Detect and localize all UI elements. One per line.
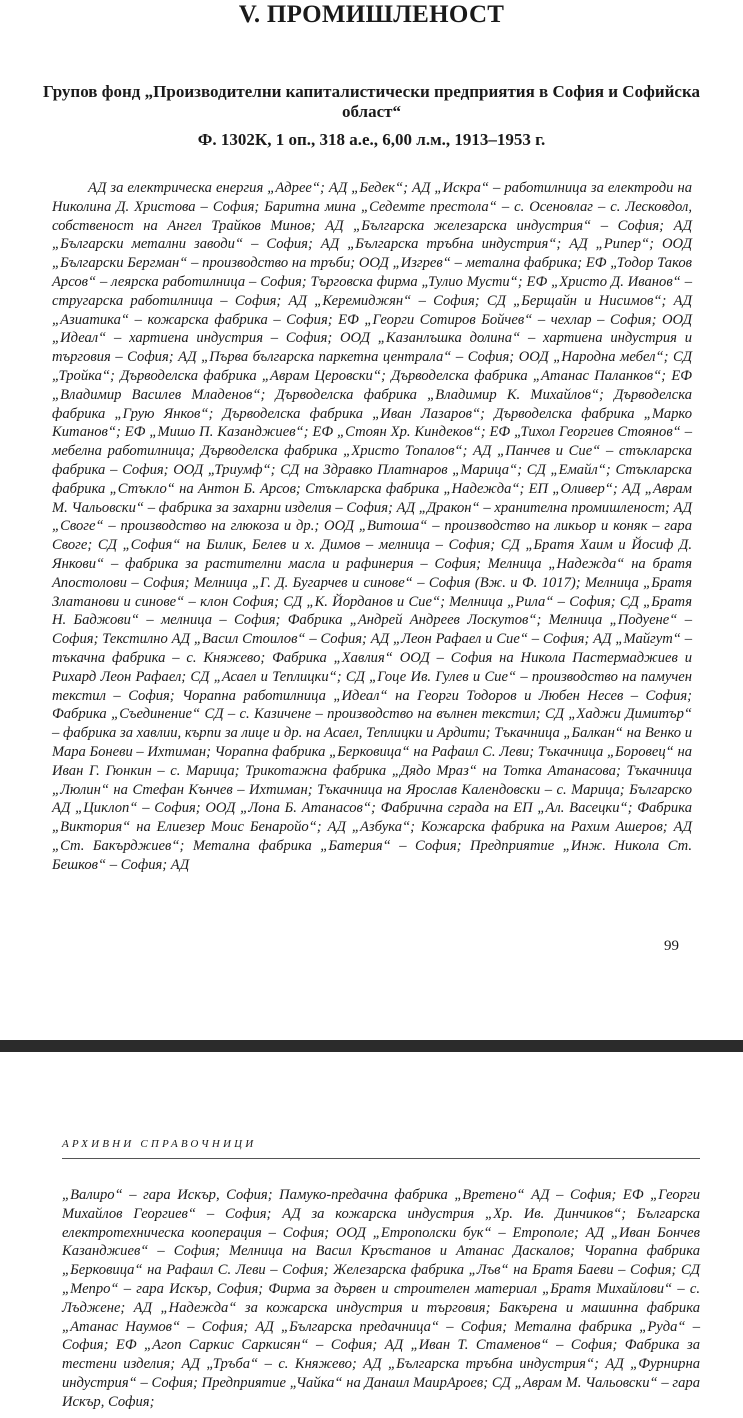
fond-description-continued: „Валиро“ – гара Искър, София; Памуко-предачна фабрика „Вретено“ АД – София; ЕФ „Георги Михайлов Георгиев“ – София; АД за кожарска индустрия „Хр. Ив. Динчиков“; Българска електротехническа кооперация – София; ООД „Етрополски бук“ – Етрополе; АД „Иван Бончев Казанджиев“ – София; Мелница на Васил Кръстанов и Атанас Даскалов; Чорапна фабрика „Берковица“ на Рафаил С. Леви – София; Железарска фабрика „Лъв“ на Братя Баеви – София; СД „Мепро“ – гара Искър, София; Фирма за дървен и строителен материал „Братя Михайлови“ – с. Лъджене; АД „Надежда“ за кожарска индустрия и търговия; Бакърена и машинна фабрика „Атанас Наумов“ – София; АД „Българска предачница“ – София; Метална фабрика „Руда“ – София; ЕФ „Агоп Саркис Саркисян“ – София; АД „Иван Т. Стаменов“ – София; Фабрика за тестени изделия; АД „Тръба“ – с. Княжево; АД „Българска тръбна индустрия“; АД „Фурнирна индустрия“ – София; Предприятие „Чайка“ на Данаил МаирАроев; СД „Аврам М. Чальовски“ – гара Искър, София; bbox=[62, 1187, 700, 1410]
running-head-rule bbox=[62, 1158, 700, 1159]
fond-meta: Ф. 1302К, 1 оп., 318 а.е., 6,00 л.м., 1913–1953 г. bbox=[197, 130, 546, 149]
page-number: 99 bbox=[664, 938, 679, 954]
running-head: АРХИВНИ СПРАВОЧНИЦИ bbox=[62, 1138, 257, 1150]
fond-heading: Групов фонд „Производителни капиталистически предприятия в София и Софийска област“ bbox=[42, 82, 701, 121]
page-divider bbox=[0, 1040, 743, 1052]
section-title: V. ПРОМИШЛЕНОСТ bbox=[238, 1, 505, 28]
fond-description: АД за електрическа енергия „Адрее“; АД „Бедек“; АД „Искра“ – работилница за електроди на Николина Д. Христова – София; Баритна мина „Седемте престола“ – с. Осеновлаг – с. Лесковдол, собственост на Ангел Трайков Минов; АД „Българска железарска индустрия“ – София; АД „Български метални заводи“ – София; АД „Българска тръбна индустрия“; АД „Рипер“; ООД „Български Бергман“ – производство на тръби; ООД „Изгрев“ – метална фабрика; ЕФ „Тодор Таков Арсов“ – леярска работилница – София; Търговска фирма „Тулио Мусти“; ЕФ „Христо Д. Иванов“ – стругарска работилница – София; АД „Керемиджян“ – София; СД „Берщайн и Нисимов“; АД „Азиатика“ – кожарска фабрика – София; ЕФ „Георги Сотиров Бойчев“ – чехлар – София; ООД „Идеал“ – хартиена индустрия – София; ООД „Казанлъшка долина“ – хартиена индустрия и търговия – София; АД „Първа българска паркетна централа“ – София; ООД „Народна мебел“; СД „Тройка“; Дърводелска фабрика „Аврам Церовски“; Дърводелска фабрика „Атанас Паланков“; ЕФ „Владимир Василев Младенов“; Дърводелска фабрика „Владимир К. Михайлов“; Дърводелска фабрика „Грую Янков“; Дърводелска фабрика „Иван Лазаров“; Дърводелска фабрика „Марко Китанов“; ЕФ „Мишо П. Казанджиев“; ЕФ „Стоян Хр. Киндеков“; ЕФ „Тихол Георгиев Стоянов“ – мебелна работилница; Дърводелска фабрика „Христо Топалов“; АД „Панчев и Сие“ – стъкларска фабрика – София; ООД „Триумф“; СД на Здравко Платнаров „Марица“; СД „Емайл“; Стъкларска фабрика „Стъкло“ на Антон Б. Арсов; Стъкларска фабрика „Надежда“; ЕП „Оливер“; АД „Аврам М. Чальовски“ – фабрика за захарни изделия – София; АД „Дракон“ – хранителна промишленост; АД „Своге“ – производство на глюкоза и др.; ООД „Витоша“ – производство на ликьор и коняк – гара Своге; СД „София“ на Билик, Белев и х. Димов – мелница – София; СД „Братя Хаим и Йосиф Д. Янкови“ – фабрика за растителни масла и рафинерия – София; Мелница „Надежда“ на братя Апостолови – София; Мелница „Г. Д. Бугарчев и синове“ – София (Вж. и Ф. 1017); Мелница „Братя Златанови и синове“ – клон София; СД „К. Йорданов и Сие“; Мелница „Рила“ – София; СД „Братя Н. Баджови“ – мелница – София; Фабрика „Андрей Андреев Лоскутов“; Мелница „Подуене“ – София; Текстилно АД „Васил Стоилов“ – София; АД „Леон Рафаел и Сие“ – София; АД „Майгут“ – тъкачна фабрика – с. Княжево; Фабрика „Хавлия“ ООД – София на Никола Пастермаджиев и Рихард Леон Рафаел; СД „Асаел и Теплицки“; СД „Гоце Ив. Гулев и Сие“ – производство на памучен текстил – София; Чорапна работилница „Идеал“ на Георги Тодоров и Любен Несев – София; Фабрика „Съединение“ СД – с. Казичене – производство на вълнен текстил; СД „Хаджи Димитър“ – фабрика за хавлии, кърпи за лице и др. на Асаел, Теплицки и Ардити; Тъкачница „Балкан“ на Венко и Мара Боневи – Ихтиман; Чорапна фабрика „Берковица“ на Рафаил С. Леви; Тъкачница „Боровец“ на Иван Г. Гюнкин – с. Марица; Трикотажна фабрика „Дядо Мраз“ на Тотка Атанасова; Тъкачница „Люлин“ на Стефан Кънчев – Ихтиман; Тъкачница на Ярослав Календовски – с. Марица; Българско АД „Циклоп“ – София; ООД „Лона Б. Атанасов“; Фабрична сграда на ЕП „Ал. Васецки“; Фабрика „Виктория“ на Елиезер Моис Бенаройо“; АД „Азбука“; Кожарска фабрика на Рахим Ашеров; АД „Ст. Бакърджиев“; Метална фабрика „Батерия“ – София; Предприятие „Инж. Никола Ст. Бешков“ – София; АД bbox=[52, 180, 692, 873]
